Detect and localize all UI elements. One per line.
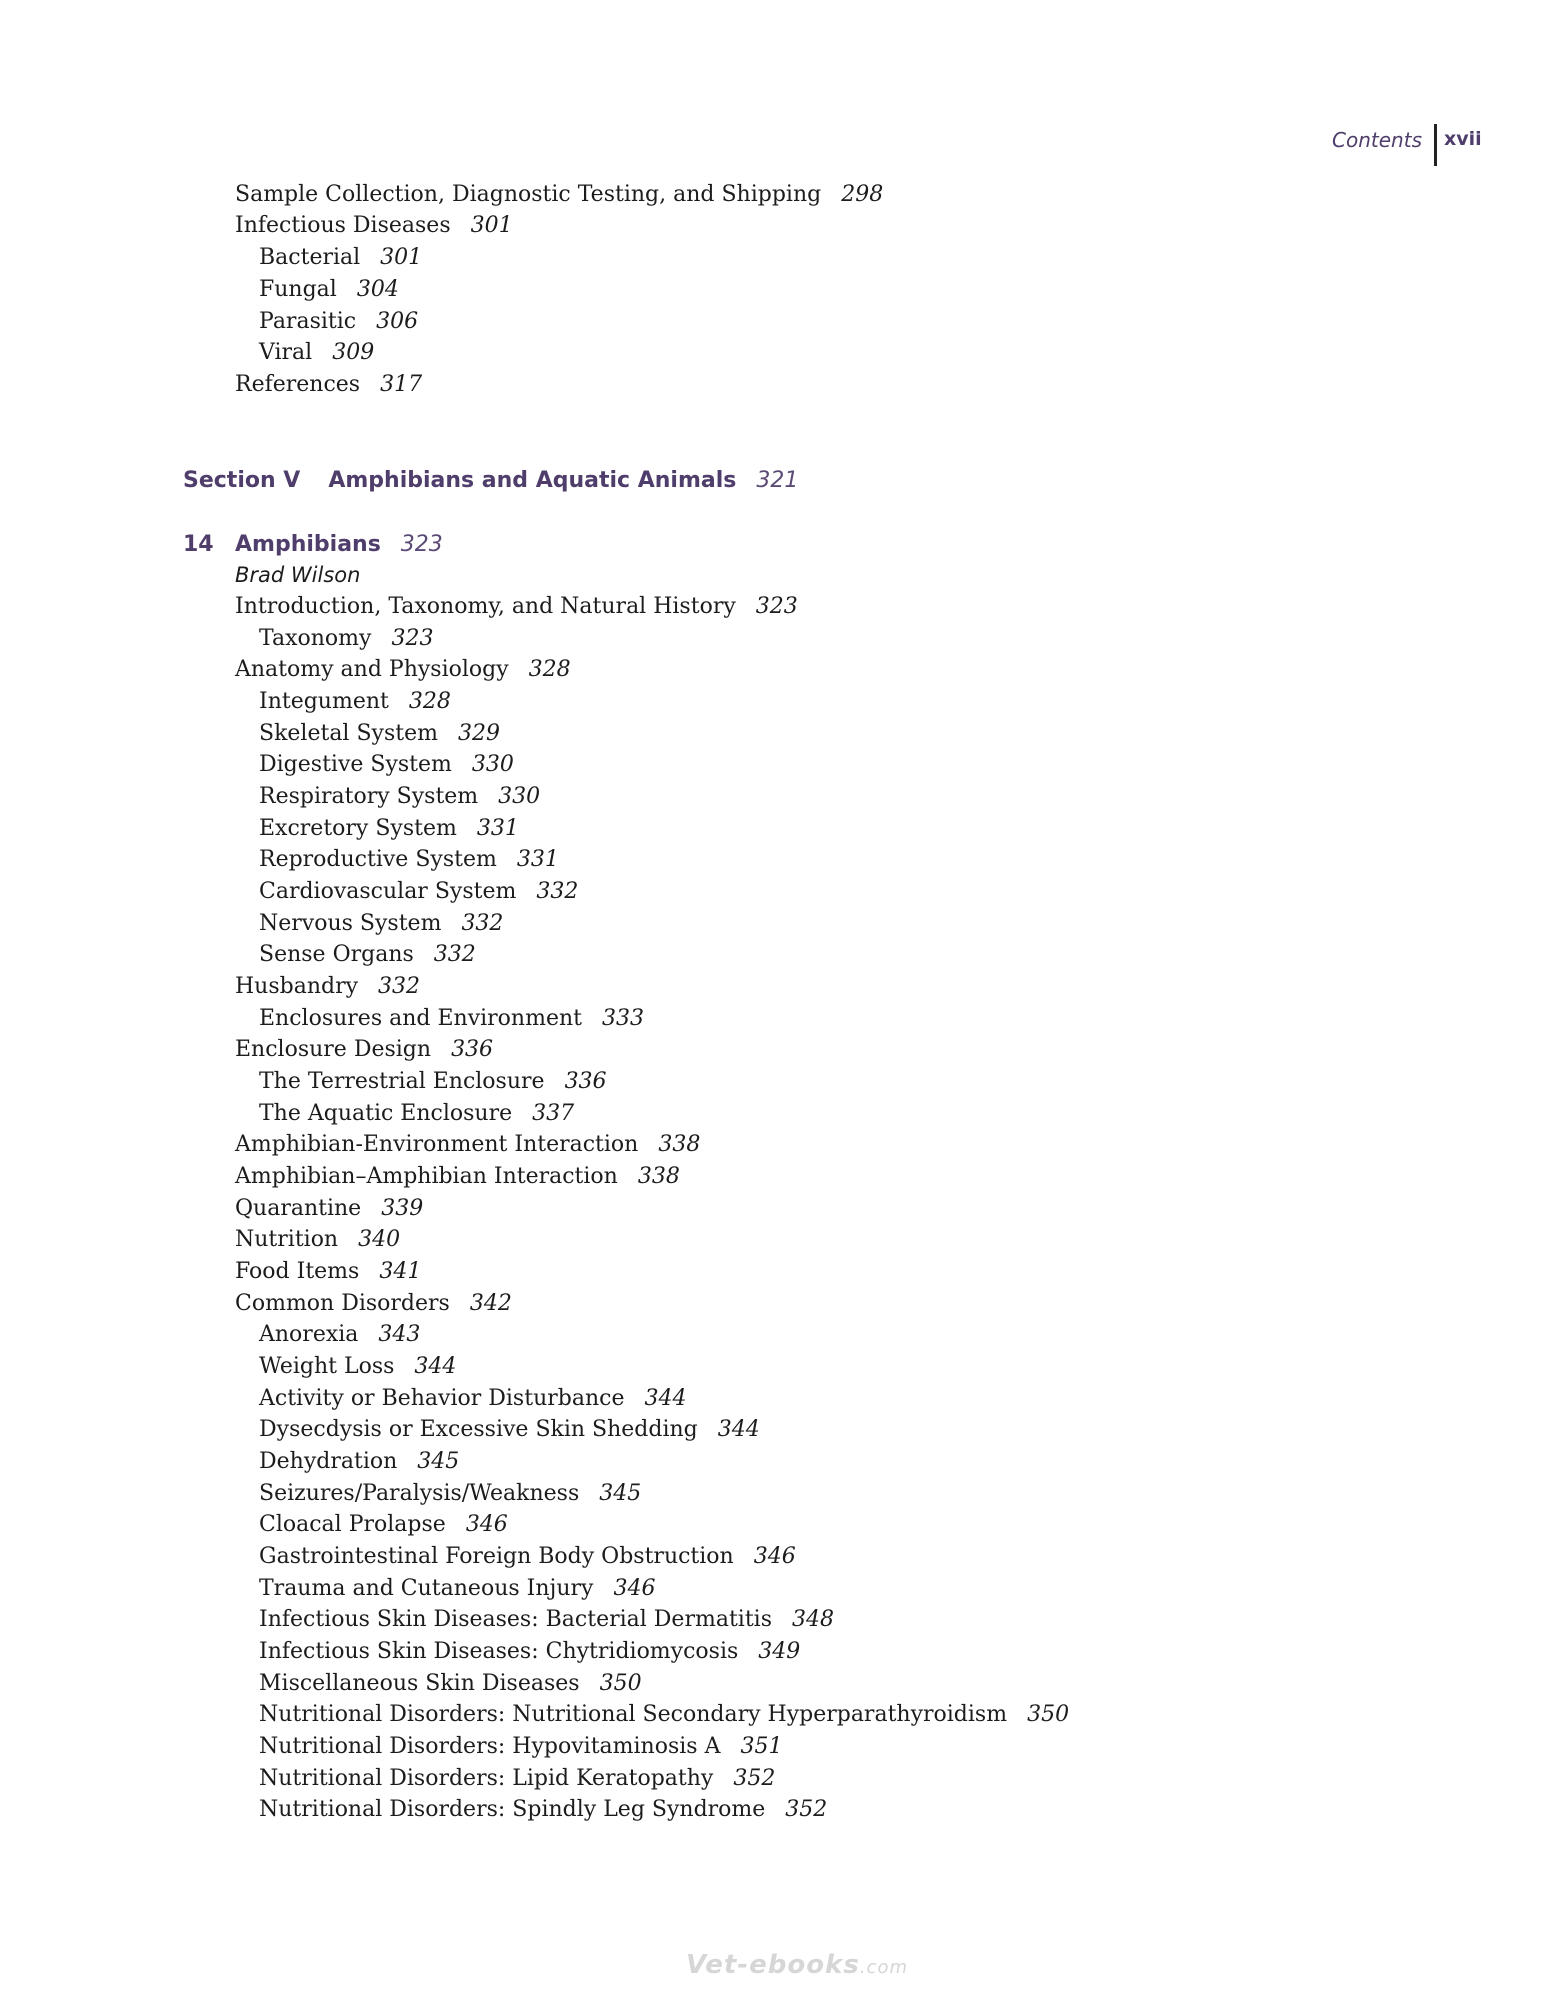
toc-subentry[interactable] [259, 1384, 686, 1414]
toc-subentry[interactable] [259, 687, 451, 717]
toc-entry-page: 349 [758, 1639, 801, 1664]
toc-subentry[interactable] [259, 1542, 796, 1572]
toc-entry-page: 350 [1027, 1702, 1070, 1727]
toc-entry-page: 331 [516, 847, 559, 872]
toc-subentry[interactable] [259, 719, 500, 749]
toc-entry-title: Enclosures and Environment [259, 1006, 582, 1031]
toc-entry-title: Common Disorders [235, 1291, 450, 1316]
toc-subentry[interactable] [259, 1004, 644, 1034]
toc-entry-page: 344 [414, 1354, 457, 1379]
toc-subentry[interactable] [259, 1352, 456, 1382]
toc-entry-title: Cardiovascular System [259, 879, 517, 904]
toc-entry-page: 338 [637, 1164, 680, 1189]
section-label: Section V [183, 468, 301, 493]
toc-entry-page: 351 [740, 1734, 783, 1759]
toc-entry-title: Viral [259, 340, 313, 365]
toc-subentry[interactable] [259, 814, 519, 844]
chapter-title: Amphibians [235, 532, 381, 557]
toc-entry-title: Excretory System [259, 816, 457, 841]
toc-entry-page: 342 [469, 1291, 512, 1316]
toc-subentry[interactable] [259, 909, 503, 939]
toc-entry-title: Quarantine [235, 1196, 362, 1221]
toc-entry-page: 331 [476, 816, 519, 841]
toc-entry-title: Integument [259, 689, 389, 714]
toc-entry-page: 301 [470, 213, 513, 238]
toc-entry-title: Infectious Diseases [235, 213, 451, 238]
toc-entry-page: 344 [644, 1386, 687, 1411]
toc-subentry[interactable] [259, 1764, 775, 1794]
toc-entry-title: Husbandry [235, 974, 359, 999]
toc-entry-title: Enclosure Design [235, 1037, 432, 1062]
toc-entry-title: Miscellaneous Skin Diseases [259, 1671, 580, 1696]
watermark-name: Vet-ebooks [686, 1950, 860, 1980]
toc-entry-page: 328 [528, 657, 571, 682]
toc-entry-title: Infectious Skin Diseases: Bacterial Dermatitis [259, 1607, 772, 1632]
toc-entry-page: 343 [378, 1322, 421, 1347]
watermark-logo [686, 1950, 908, 1980]
toc-subentry[interactable] [259, 307, 418, 337]
toc-entry-title: Anorexia [259, 1322, 359, 1347]
running-head-rule [1434, 124, 1437, 166]
toc-entry-title: Nutritional Disorders: Spindly Leg Syndrome [259, 1797, 766, 1822]
toc-entry-page: 332 [433, 942, 476, 967]
page-number: xvii [1444, 128, 1482, 150]
toc-subentry[interactable] [259, 1320, 420, 1350]
toc-entry-title: Bacterial [259, 245, 361, 270]
toc-subentry[interactable] [259, 845, 559, 875]
toc-subentry[interactable] [259, 1795, 827, 1825]
toc-entry-page: 346 [465, 1512, 508, 1537]
toc-subentry[interactable] [259, 1067, 607, 1097]
toc-entry[interactable] [235, 655, 571, 685]
toc-entry-page: 336 [564, 1069, 607, 1094]
toc-entry[interactable] [235, 1225, 400, 1255]
chapter-heading[interactable] [183, 530, 443, 560]
toc-entry-title: References [235, 372, 361, 397]
toc-entry-page: 340 [358, 1227, 401, 1252]
toc-entry[interactable] [235, 1257, 421, 1287]
toc-entry[interactable] [235, 1162, 680, 1192]
toc-subentry[interactable] [259, 624, 433, 654]
toc-entry[interactable] [235, 1130, 700, 1160]
toc-entry-title: Nutritional Disorders: Hypovitaminosis A [259, 1734, 721, 1759]
toc-entry[interactable] [235, 180, 883, 210]
toc-entry-title: The Terrestrial Enclosure [259, 1069, 545, 1094]
toc-entry-title: Nutritional Disorders: Lipid Keratopathy [259, 1766, 714, 1791]
toc-subentry[interactable] [259, 338, 374, 368]
toc-entry-title: Gastrointestinal Foreign Body Obstruction [259, 1544, 734, 1569]
toc-entry-page: 345 [599, 1481, 642, 1506]
toc-entry-page: 352 [733, 1766, 776, 1791]
toc-entry-page: 332 [461, 911, 504, 936]
toc-entry-page: 332 [378, 974, 421, 999]
toc-entry-page: 338 [658, 1132, 701, 1157]
toc-entry[interactable] [235, 592, 798, 622]
toc-entry-title: Dehydration [259, 1449, 398, 1474]
toc-subentry[interactable] [259, 1479, 641, 1509]
toc-entry-page: 304 [356, 277, 399, 302]
toc-subentry[interactable] [259, 1099, 574, 1129]
toc-entry-title: Cloacal Prolapse [259, 1512, 446, 1537]
toc-subentry[interactable] [259, 1447, 459, 1477]
toc-subentry[interactable] [259, 1669, 642, 1699]
toc-entry-page: 323 [755, 594, 798, 619]
toc-entry-page: 346 [753, 1544, 796, 1569]
toc-entry-title: Digestive System [259, 752, 452, 777]
toc-entry-page: 323 [391, 626, 434, 651]
toc-entry[interactable] [235, 972, 420, 1002]
toc-subentry[interactable] [259, 1700, 1069, 1730]
toc-entry-page: 306 [376, 309, 419, 334]
toc-subentry[interactable] [259, 1415, 760, 1445]
toc-entry-page: 298 [841, 182, 884, 207]
toc-entry-title: Reproductive System [259, 847, 497, 872]
toc-entry-title: Nutritional Disorders: Nutritional Secondary Hyperparathyroidism [259, 1702, 1008, 1727]
toc-subentry[interactable] [259, 877, 578, 907]
toc-entry-title: Amphibian–Amphibian Interaction [235, 1164, 618, 1189]
toc-entry-page: 330 [498, 784, 541, 809]
toc-entry-title: Nervous System [259, 911, 442, 936]
toc-entry-title: Amphibian-Environment Interaction [235, 1132, 639, 1157]
toc-entry-title: Nutrition [235, 1227, 339, 1252]
toc-entry-page: 328 [408, 689, 451, 714]
toc-subentry[interactable] [259, 782, 540, 812]
toc-entry-page: 309 [332, 340, 375, 365]
toc-entry-title: The Aquatic Enclosure [259, 1101, 513, 1126]
toc-entry-title: Taxonomy [259, 626, 372, 651]
toc-entry-page: 336 [451, 1037, 494, 1062]
toc-entry-title: Fungal [259, 277, 337, 302]
toc-entry-title: Food Items [235, 1259, 360, 1284]
section-title: Amphibians and Aquatic Animals [328, 468, 737, 493]
watermark-suffix: .com [859, 1957, 908, 1978]
toc-entry-page: 329 [457, 721, 500, 746]
toc-subentry[interactable] [259, 275, 399, 305]
toc-entry-title: Respiratory System [259, 784, 479, 809]
toc-subentry[interactable] [259, 1605, 834, 1635]
toc-entry-title: Weight Loss [259, 1354, 395, 1379]
toc-entry-title: Sense Organs [259, 942, 414, 967]
toc-subentry[interactable] [259, 1732, 782, 1762]
toc-entry[interactable] [235, 1289, 512, 1319]
toc-subentry[interactable] [259, 750, 514, 780]
toc-entry[interactable] [235, 1035, 493, 1065]
running-head [1200, 120, 1480, 168]
toc-entry-page: 344 [717, 1417, 760, 1442]
toc-entry-title: Seizures/Paralysis/Weakness [259, 1481, 580, 1506]
toc-entry-title: Activity or Behavior Disturbance [259, 1386, 625, 1411]
toc-entry[interactable] [235, 1194, 423, 1224]
toc-entry-title: Anatomy and Physiology [235, 657, 509, 682]
toc-subentry[interactable] [259, 1510, 508, 1540]
toc-entry-page: 346 [613, 1576, 656, 1601]
toc-entry-page: 352 [785, 1797, 828, 1822]
toc-entry-page: 350 [599, 1671, 642, 1696]
toc-subentry[interactable] [259, 243, 422, 273]
toc-entry-page: 345 [417, 1449, 460, 1474]
section-page: 321 [756, 468, 799, 493]
toc-entry-page: 333 [602, 1006, 644, 1031]
toc-subentry[interactable] [259, 940, 476, 970]
toc-entry-title: Introduction, Taxonomy, and Natural History [235, 594, 736, 619]
toc-entry-page: 330 [471, 752, 514, 777]
toc-subentry[interactable] [259, 1637, 800, 1667]
toc-subentry[interactable] [259, 1574, 655, 1604]
toc-entry-title: Infectious Skin Diseases: Chytridiomycosis [259, 1639, 739, 1664]
toc-entry-title: Parasitic [259, 309, 357, 334]
chapter-author: Brad Wilson [235, 563, 361, 587]
toc-entry-title: Sample Collection, Diagnostic Testing, and Shipping [235, 182, 822, 207]
chapter-number: 14 [183, 532, 214, 557]
toc-entry[interactable] [235, 211, 513, 241]
toc-entry[interactable] [235, 370, 422, 400]
chapter-page: 323 [400, 532, 443, 557]
running-head-title: Contents [1332, 128, 1422, 152]
toc-entry-page: 301 [380, 245, 423, 270]
toc-entry-title: Dysecdysis or Excessive Skin Shedding [259, 1417, 698, 1442]
toc-entry-page: 341 [379, 1259, 422, 1284]
section-heading[interactable] [183, 466, 798, 496]
toc-entry-title: Skeletal System [259, 721, 438, 746]
toc-entry-title: Trauma and Cutaneous Injury [259, 1576, 594, 1601]
toc-entry-page: 348 [791, 1607, 834, 1632]
toc-entry-page: 332 [536, 879, 579, 904]
toc-entry-page: 339 [381, 1196, 424, 1221]
toc-entry-page: 317 [380, 372, 423, 397]
toc-entry-page: 337 [532, 1101, 575, 1126]
